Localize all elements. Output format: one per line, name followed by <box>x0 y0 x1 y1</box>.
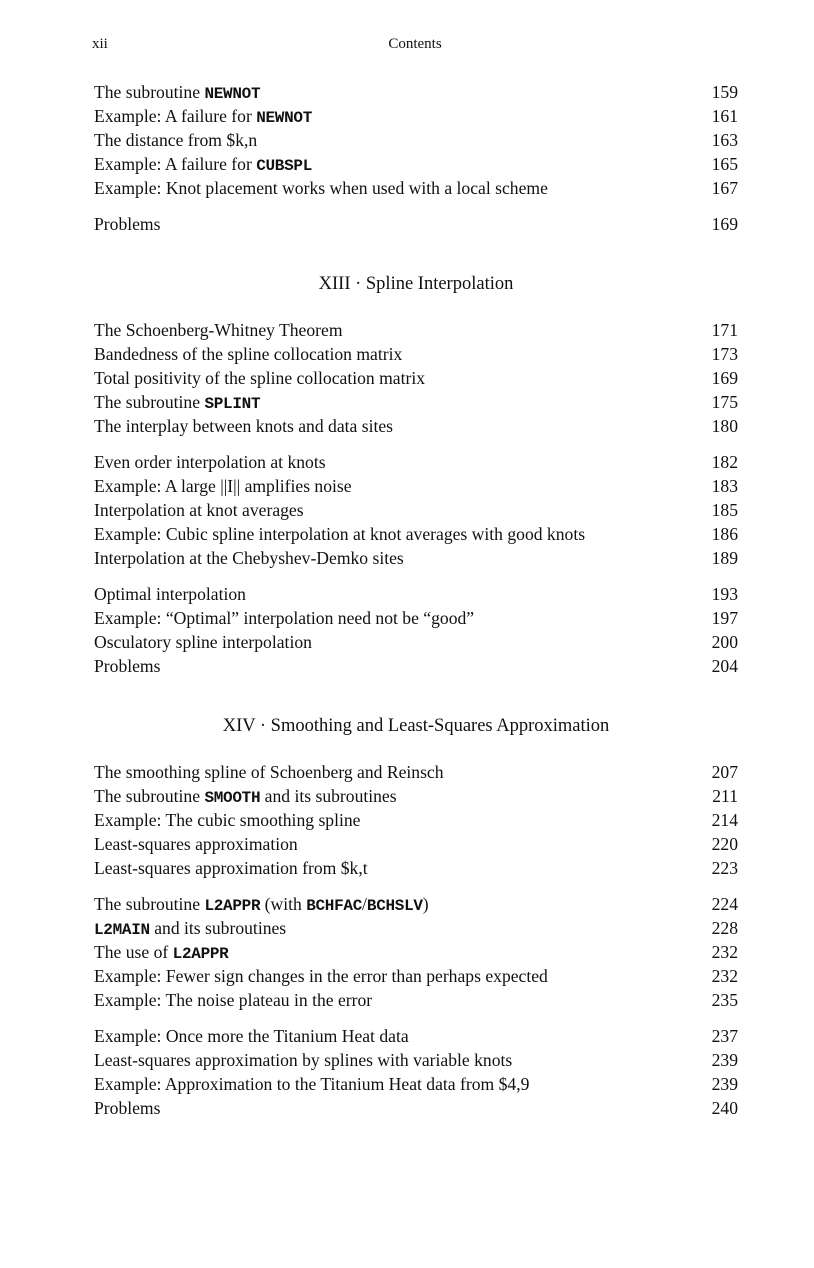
toc-entry-page: 220 <box>711 834 738 854</box>
toc-entry <box>94 808 738 832</box>
toc-entry-title: Example: “Optimal” interpolation need not be “good” <box>94 608 475 628</box>
toc-entry-page: 200 <box>711 632 738 652</box>
toc-entry-page: 182 <box>711 452 738 472</box>
toc-entry-page: 175 <box>711 392 738 412</box>
toc-entry-title: L2MAIN and its subroutines <box>94 918 287 939</box>
toc-entry-title: The subroutine NEWNOT <box>94 82 261 103</box>
toc-entry <box>94 784 738 808</box>
toc-entry-title: Bandedness of the spline collocation matrix <box>94 344 403 364</box>
toc-entry-page: 224 <box>711 894 738 914</box>
toc-entry <box>94 128 738 152</box>
toc-entry-page: 193 <box>711 584 738 604</box>
toc-entry-page: 240 <box>711 1098 738 1118</box>
toc-entry <box>94 940 738 964</box>
toc-entry <box>94 474 738 498</box>
toc-entry-title: The smoothing spline of Schoenberg and Reinsch <box>94 762 444 782</box>
chapter-heading: XIV · Smoothing and Least-Squares Approximation <box>222 716 610 736</box>
toc-entry <box>94 104 738 128</box>
toc-entry-title: Example: Knot placement works when used with a local scheme <box>94 178 548 198</box>
toc-entry <box>94 390 738 414</box>
toc-entry <box>94 546 738 570</box>
toc-entry-title: Problems <box>94 1098 161 1118</box>
toc-entry-title: Optimal interpolation <box>94 584 246 604</box>
toc-entry-page: 169 <box>711 214 738 234</box>
toc-entry <box>94 832 738 856</box>
running-head <box>92 36 738 58</box>
toc-entry-page: 171 <box>711 320 738 340</box>
toc-entry-page: 173 <box>711 344 738 364</box>
toc-entry-title: Interpolation at the Chebyshev-Demko sites <box>94 548 404 568</box>
toc-entry <box>94 342 738 366</box>
toc-entry-title: Example: The noise plateau in the error <box>94 990 373 1010</box>
toc-entry <box>94 606 738 630</box>
toc-entry <box>94 176 738 200</box>
toc-entry <box>94 212 738 236</box>
toc-entry-title: Example: The cubic smoothing spline <box>94 810 361 830</box>
group-gap <box>94 570 738 582</box>
toc-entry-page: 223 <box>711 858 738 878</box>
toc-entry-page: 159 <box>711 82 738 102</box>
chapter-heading: XIII · Spline Interpolation <box>318 274 514 294</box>
toc-entry-page: 232 <box>711 966 738 986</box>
table-of-contents <box>94 80 738 1120</box>
toc-entry-page: 232 <box>711 942 738 962</box>
toc-entry <box>94 916 738 940</box>
toc-entry-page: 189 <box>711 548 738 568</box>
toc-entry-title: Problems <box>94 214 161 234</box>
toc-entry <box>94 856 738 880</box>
toc-entry-title: Least-squares approximation <box>94 834 298 854</box>
toc-entry-page: 161 <box>711 106 738 126</box>
toc-entry <box>94 1072 738 1096</box>
toc-entry <box>94 80 738 104</box>
toc-entry-title: Example: Fewer sign changes in the error than perhaps expected <box>94 966 548 986</box>
toc-entry <box>94 366 738 390</box>
toc-entry <box>94 1024 738 1048</box>
toc-entry-title: Example: Once more the Titanium Heat data <box>94 1026 409 1046</box>
group-gap <box>94 200 738 212</box>
toc-entry <box>94 522 738 546</box>
toc-entry-title: Example: A failure for NEWNOT <box>94 106 313 127</box>
toc-entry-page: 235 <box>711 990 738 1010</box>
toc-entry <box>94 630 738 654</box>
toc-entry-title: Even order interpolation at knots <box>94 452 326 472</box>
toc-entry-page: 211 <box>712 786 738 806</box>
toc-entry <box>94 892 738 916</box>
toc-entry-page: 186 <box>711 524 738 544</box>
toc-entry-page: 165 <box>711 154 738 174</box>
toc-entry-title: The use of L2APPR <box>94 942 229 963</box>
toc-entry-title: Total positivity of the spline collocation matrix <box>94 368 426 388</box>
toc-entry-title: Example: Approximation to the Titanium Heat data from $4,9 <box>94 1074 530 1094</box>
toc-entry <box>94 414 738 438</box>
toc-entry-page: 185 <box>711 500 738 520</box>
toc-entry-title: Problems <box>94 656 161 676</box>
toc-entry <box>94 760 738 784</box>
toc-entry-page: 180 <box>711 416 738 436</box>
page-title: Contents <box>388 36 442 52</box>
toc-entry <box>94 318 738 342</box>
toc-entry-page: 169 <box>711 368 738 388</box>
toc-entry <box>94 1096 738 1120</box>
toc-entry-title: Least-squares approximation by splines with variable knots <box>94 1050 513 1070</box>
group-gap <box>94 880 738 892</box>
toc-entry-title: The interplay between knots and data sites <box>94 416 393 436</box>
toc-entry-title: The subroutine SPLINT <box>94 392 261 413</box>
toc-entry-title: Example: A large ||I|| amplifies noise <box>94 476 352 496</box>
group-gap <box>94 438 738 450</box>
toc-entry <box>94 450 738 474</box>
toc-entry-page: 239 <box>711 1050 738 1070</box>
toc-entry-page: 239 <box>711 1074 738 1094</box>
toc-entry-title: The subroutine L2APPR (with BCHFAC/BCHSLV) <box>94 894 429 915</box>
toc-entry-title: The distance from $k,n <box>94 130 258 150</box>
toc-entry-page: 204 <box>711 656 738 676</box>
toc-entry <box>94 654 738 678</box>
toc-entry-page: 197 <box>711 608 738 628</box>
toc-entry-title: The subroutine SMOOTH and its subroutines <box>94 786 397 807</box>
toc-entry-page: 228 <box>711 918 738 938</box>
toc-entry <box>94 1048 738 1072</box>
toc-entry <box>94 988 738 1012</box>
toc-entry-page: 214 <box>711 810 738 830</box>
toc-entry <box>94 582 738 606</box>
toc-entry-title: Example: Cubic spline interpolation at knot averages with good knots <box>94 524 586 544</box>
toc-entry-page: 163 <box>711 130 738 150</box>
toc-entry-page: 237 <box>711 1026 738 1046</box>
toc-entry-title: Least-squares approximation from $k,t <box>94 858 368 878</box>
toc-entry-page: 167 <box>711 178 738 198</box>
toc-entry-title: The Schoenberg-Whitney Theorem <box>94 320 343 340</box>
toc-entry-title: Osculatory spline interpolation <box>94 632 312 652</box>
toc-entry-title: Example: A failure for CUBSPL <box>94 154 313 175</box>
toc-entry-title: Interpolation at knot averages <box>94 500 304 520</box>
toc-entry-page: 183 <box>711 476 738 496</box>
page-number: xii <box>92 36 108 52</box>
toc-entry <box>94 152 738 176</box>
toc-entry <box>94 964 738 988</box>
toc-entry <box>94 498 738 522</box>
group-gap <box>94 1012 738 1024</box>
toc-entry-page: 207 <box>711 762 738 782</box>
